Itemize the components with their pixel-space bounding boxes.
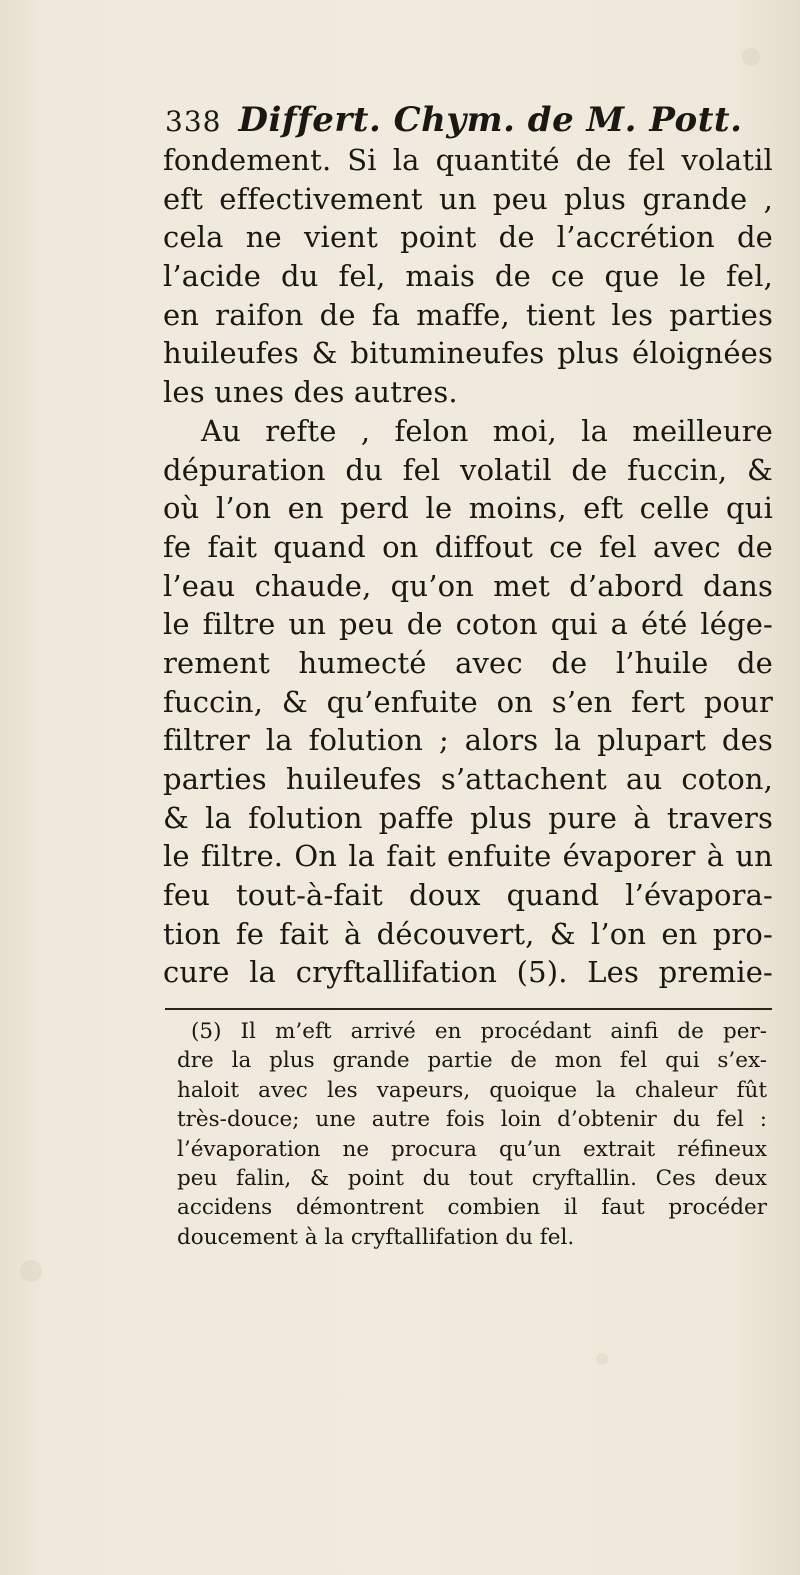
footnote-line: (5) Il m’eft arrivé en procédant ainfi de per- [191, 1019, 767, 1044]
text-line: & la folution paffe plus pure à travers [163, 800, 773, 835]
text-line: fondement. Si la quantité de fel volatil [163, 143, 773, 177]
text-line: feu tout-à-fait doux quand l’évapora- [163, 878, 773, 913]
text-line: cure la cryftallifation (5). Les premie- [163, 955, 773, 990]
page-header [165, 100, 765, 140]
footnote-line: très-douce; une autre fois loin d’obtenir du fel : [177, 1107, 767, 1133]
text-line: le filtre un peu de coton qui a été lége- [163, 607, 773, 642]
page-number: 338 [165, 105, 222, 138]
paper-stain [20, 1260, 42, 1282]
footnote-line: peu falin, & point du tout cryftallin. Ces deux [177, 1165, 767, 1191]
text-line: l’eau chaude, qu’on met d’abord dans [163, 568, 773, 603]
text-line: cela ne vient point de l’accrétion de [163, 220, 773, 255]
running-title: Differt. Chym. de M. Pott. [238, 100, 743, 140]
text-line: l’acide du fel, mais de ce que le fel, [163, 259, 773, 294]
text-line: le filtre. On la fait enfuite évaporer à un [163, 839, 773, 874]
text-line: où l’on en perd le moins, eft celle qui [163, 491, 773, 526]
text-line: les unes des autres. [163, 375, 458, 410]
text-line: en raifon de fa maffe, tient les parties [163, 297, 773, 332]
text-line: Au refte , felon moi, la meilleure [201, 413, 773, 448]
footnote-line: accidens démontrent combien il faut procéder [177, 1195, 767, 1221]
text-line: filtrer la folution ; alors la plupart des [163, 723, 773, 758]
text-line: tion fe fait à découvert, & l’on en pro- [163, 916, 773, 951]
text-line: eft effectivement un peu plus grande , [163, 181, 773, 216]
paper-stain [742, 48, 760, 66]
text-line: huileufes & bitumineufes plus éloignées [163, 336, 773, 371]
footnote [177, 1017, 767, 1252]
footnote-line: doucement à la cryftallifation du fel. [177, 1224, 575, 1250]
paper-stain [596, 1353, 608, 1365]
text-line: dépuration du fel volatil de fuccin, & [163, 452, 773, 487]
footnote-line: l’évaporation ne procura qu’un extrait réfineux [177, 1136, 767, 1162]
text-line: fuccin, & qu’enfuite on s’en fert pour [163, 684, 773, 719]
text-line: parties huileufes s’attachent au coton, [163, 762, 773, 796]
text-line: rement humecté avec de l’huile de [163, 645, 773, 680]
text-line: fe fait quand on diffout ce fel avec de [163, 529, 773, 564]
footnote-line: haloit avec les vapeurs, quoique la chaleur fût [177, 1077, 767, 1103]
footnote-divider [165, 1008, 772, 1010]
footnote-line: dre la plus grande partie de mon fel qui s’ex- [177, 1048, 767, 1074]
main-text [163, 141, 773, 992]
